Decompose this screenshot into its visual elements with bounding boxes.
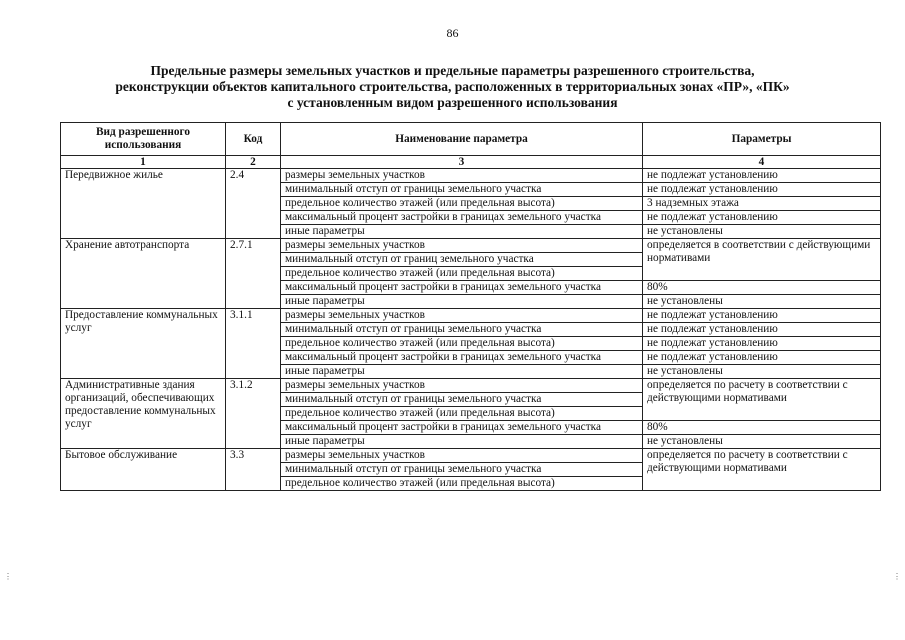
value-cell: не подлежат установлению — [643, 337, 881, 351]
value-cell: не подлежат установлению — [643, 211, 881, 225]
value-cell: 80% — [643, 421, 881, 435]
value-cell: не подлежат установлению — [643, 169, 881, 183]
param-cell: иные параметры — [281, 225, 643, 239]
header-values: Параметры — [643, 123, 881, 156]
column-number: 3 — [281, 156, 643, 169]
code-cell: 3.3 — [226, 449, 281, 491]
value-cell: 3 надземных этажа — [643, 197, 881, 211]
param-cell: минимальный отступ от границы земельного участка — [281, 393, 643, 407]
code-cell: 2.4 — [226, 169, 281, 239]
parameters-table — [60, 122, 881, 491]
merged-value-cell: определяется в соответствии с действующими нормативами — [643, 239, 881, 281]
value-cell: не установлены — [643, 435, 881, 449]
code-cell: 3.1.1 — [226, 309, 281, 379]
use-cell: Бытовое обслуживание — [61, 449, 226, 491]
param-cell: размеры земельных участков — [281, 379, 643, 393]
param-cell: иные параметры — [281, 365, 643, 379]
param-cell: минимальный отступ от границы земельного участка — [281, 463, 643, 477]
table-row — [61, 239, 881, 253]
param-cell: размеры земельных участков — [281, 169, 643, 183]
title-line-2: реконструкции объектов капитального строительства, расположенных в территориальных зонах «ПР», «ПК» — [115, 79, 790, 94]
column-number: 2 — [226, 156, 281, 169]
table-row — [61, 449, 881, 463]
scan-edge-mark: ⋮ — [4, 572, 12, 581]
code-cell: 2.7.1 — [226, 239, 281, 309]
document-title — [60, 63, 845, 111]
header-code: Код — [226, 123, 281, 156]
header-param: Наименование параметра — [281, 123, 643, 156]
param-cell: минимальный отступ от границы земельного участка — [281, 183, 643, 197]
value-cell: 80% — [643, 281, 881, 295]
param-cell: предельное количество этажей (или предельная высота) — [281, 477, 643, 491]
merged-value-cell: определяется по расчету в соответствии с действующими нормативами — [643, 379, 881, 421]
param-cell: минимальный отступ от границы земельного участка — [281, 323, 643, 337]
header-use: Вид разрешенного использования — [61, 123, 226, 156]
value-cell: не установлены — [643, 225, 881, 239]
use-cell: Предоставление коммунальных услуг — [61, 309, 226, 379]
table-row — [61, 169, 881, 183]
code-cell: 3.1.2 — [226, 379, 281, 449]
table-row — [61, 379, 881, 393]
value-cell: не подлежат установлению — [643, 351, 881, 365]
column-number: 1 — [61, 156, 226, 169]
column-number: 4 — [643, 156, 881, 169]
title-line-1: Предельные размеры земельных участков и предельные параметры разрешенного строительства, — [150, 63, 755, 78]
value-cell: не подлежат установлению — [643, 309, 881, 323]
page-number: 86 — [446, 26, 459, 40]
title-line-3: с установленным видом разрешенного использования — [287, 95, 618, 110]
value-cell: не установлены — [643, 365, 881, 379]
param-cell: предельное количество этажей (или предельная высота) — [281, 197, 643, 211]
param-cell: максимальный процент застройки в границах земельного участка — [281, 281, 643, 295]
column-number-row — [61, 156, 881, 169]
param-cell: предельное количество этажей (или предельная высота) — [281, 267, 643, 281]
param-cell: размеры земельных участков — [281, 239, 643, 253]
use-cell: Административные здания организаций, обеспечивающих предоставление коммунальных услуг — [61, 379, 226, 449]
value-cell: не подлежат установлению — [643, 323, 881, 337]
table-header-row — [61, 123, 881, 156]
value-cell: не подлежат установлению — [643, 183, 881, 197]
param-cell: предельное количество этажей (или предельная высота) — [281, 337, 643, 351]
param-cell: размеры земельных участков — [281, 449, 643, 463]
param-cell: иные параметры — [281, 295, 643, 309]
param-cell: размеры земельных участков — [281, 309, 643, 323]
table-row — [61, 309, 881, 323]
param-cell: максимальный процент застройки в границах земельного участка — [281, 421, 643, 435]
use-cell: Передвижное жилье — [61, 169, 226, 239]
param-cell: предельное количество этажей (или предельная высота) — [281, 407, 643, 421]
param-cell: максимальный процент застройки в границах земельного участка — [281, 211, 643, 225]
use-cell: Хранение автотранспорта — [61, 239, 226, 309]
value-cell: не установлены — [643, 295, 881, 309]
merged-value-cell: определяется по расчету в соответствии с действующими нормативами — [643, 449, 881, 491]
param-cell: минимальный отступ от границ земельного участка — [281, 253, 643, 267]
param-cell: иные параметры — [281, 435, 643, 449]
param-cell: максимальный процент застройки в границах земельного участка — [281, 351, 643, 365]
scan-edge-mark: ⋮ — [893, 572, 901, 581]
